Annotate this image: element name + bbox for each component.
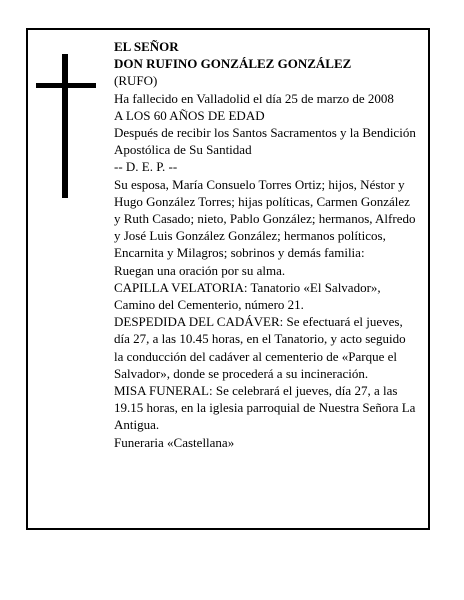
chapel-paragraph: CAPILLA VELATORIA: Tanatorio «El Salvador», Camino del Cementerio, número 21. [114, 279, 381, 313]
farewell-paragraph: DESPEDIDA DEL CADÁVER: Se efectuará el jueves, día 27, a las 10.45 horas, en el Tanatorio, y acto seguido la conducción del cadáver al cementerio de «Parque el Salvador», donde se procederá a su incineración. [114, 314, 406, 381]
family-paragraph: Su esposa, María Consuelo Torres Ortiz; hijos, Néstor y Hugo González Torres; hijas políticas, Carmen González y Ruth Casado; nieto, Pablo González; hermanos, Alfredo y José Luis González González; hermanos políticos, Encarnita y Milagros; sobrinos y demás familia: [114, 176, 416, 261]
death-line: Ha fallecido en Valladolid el día 25 de marzo de 2008 [114, 90, 394, 106]
dep-line: -- D. E. P. -- [114, 159, 178, 175]
cross-vertical-bar [62, 54, 68, 198]
deceased-name: DON RUFINO GONZÁLEZ GONZÁLEZ [114, 56, 352, 72]
sacraments-line: Después de recibir los Santos Sacramentos y la Bendición Apostólica de Su Santidad [114, 125, 416, 158]
nickname: (RUFO) [114, 73, 158, 89]
title-line-1: EL SEÑOR [114, 39, 179, 54]
prayer-line: Ruegan una oración por su alma. [114, 262, 286, 278]
obituary-text [114, 38, 416, 451]
age-line: A LOS 60 AÑOS DE EDAD [114, 107, 265, 123]
mass-paragraph: MISA FUNERAL: Se celebrará el jueves, día 27, a las 19.15 horas, en la iglesia parroquial de Nuestra Señora La Antigua. [114, 383, 416, 433]
cross-horizontal-bar [36, 83, 96, 88]
cross-icon [36, 54, 96, 198]
funeral-home: Funeraria «Castellana» [114, 434, 235, 450]
